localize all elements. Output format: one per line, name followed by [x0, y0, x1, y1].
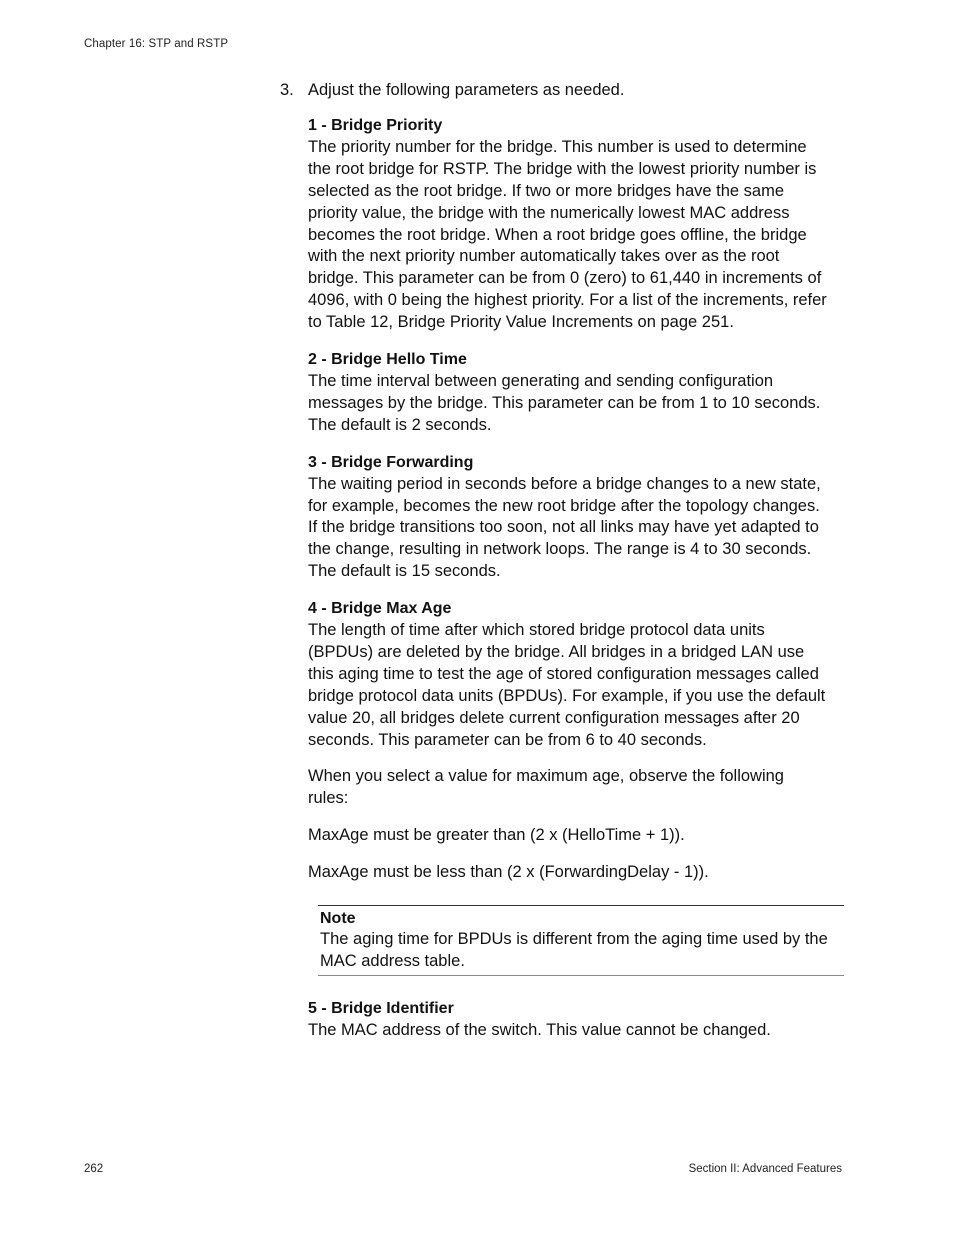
running-head: Chapter 16: STP and RSTP — [84, 38, 229, 50]
param-title: 4 - Bridge Max Age — [308, 600, 452, 618]
section-footer: Section II: Advanced Features — [688, 1163, 842, 1175]
param-bridge-hello-time — [308, 349, 828, 437]
param-description: The time interval between generating and sending configuration messages by the bridge. This parameter can be from 1 to 10 seconds. The default is 2 seconds. — [308, 371, 821, 434]
rule-max-age-less: MaxAge must be less than (2 x (ForwardingDelay - 1)). — [308, 863, 709, 882]
param-title: 5 - Bridge Identifier — [308, 1000, 454, 1018]
step-text: Adjust the following parameters as needed. — [308, 81, 625, 99]
param-description: The length of time after which stored bridge protocol data units (BPDUs) are deleted by the bridge. All bridges in a bridged LAN use this aging time to test the age of stored configuration messages called bridge protocol data units (BPDUs). For example, if you use the default value 20, all bridges delete current configuration messages after 20 seconds. This parameter can be from 6 to 40 seconds. — [308, 621, 826, 749]
rules-intro: When you select a value for maximum age, observe the following rules: — [308, 767, 784, 808]
param-bridge-identifier — [308, 998, 828, 1042]
step-number: 3. — [280, 81, 294, 99]
param-description: The waiting period in seconds before a bridge changes to a new state, for example, becomes the new root bridge after the topology changes. If the bridge transitions too soon, not all links may have yet adapted to the change, resulting in network loops. The range is 4 to 30 seconds. The default is 15 seconds. — [308, 474, 821, 581]
param-title: 3 - Bridge Forwarding — [308, 453, 474, 471]
param-description: The MAC address of the switch. This value cannot be changed. — [308, 1021, 771, 1039]
param-bridge-max-age — [308, 598, 828, 751]
step-3 — [280, 79, 624, 101]
param-description: The priority number for the bridge. This number is used to determine the root bridge for RSTP. The bridge with the lowest priority number is selected as the root bridge. If two or more bridges have the same priority value, the bridge with the numerically lowest MAC address becomes the root bridge. When a root bridge goes offline, the bridge with the next priority number automatically takes over as the root bridge. This parameter can be from 0 (zero) to 61,440 in increments of 4096, with 0 being the highest priority. For a list of the increments, refer to Table 12, Bridge Priority Value Increments on page 251. — [308, 137, 827, 332]
param-title: 1 - Bridge Priority — [308, 117, 443, 134]
param-bridge-forwarding — [308, 452, 828, 583]
param-bridge-priority — [308, 115, 828, 334]
rule-max-age-greater: MaxAge must be greater than (2 x (HelloTime + 1)). — [308, 826, 685, 845]
parameter-list — [308, 115, 828, 1057]
page-number: 262 — [84, 1163, 104, 1175]
note-box — [318, 905, 844, 976]
param-title: 2 - Bridge Hello Time — [308, 351, 467, 369]
note-title: Note — [320, 910, 356, 928]
note-text: The aging time for BPDUs is different from the aging time used by the MAC address table. — [320, 930, 828, 970]
